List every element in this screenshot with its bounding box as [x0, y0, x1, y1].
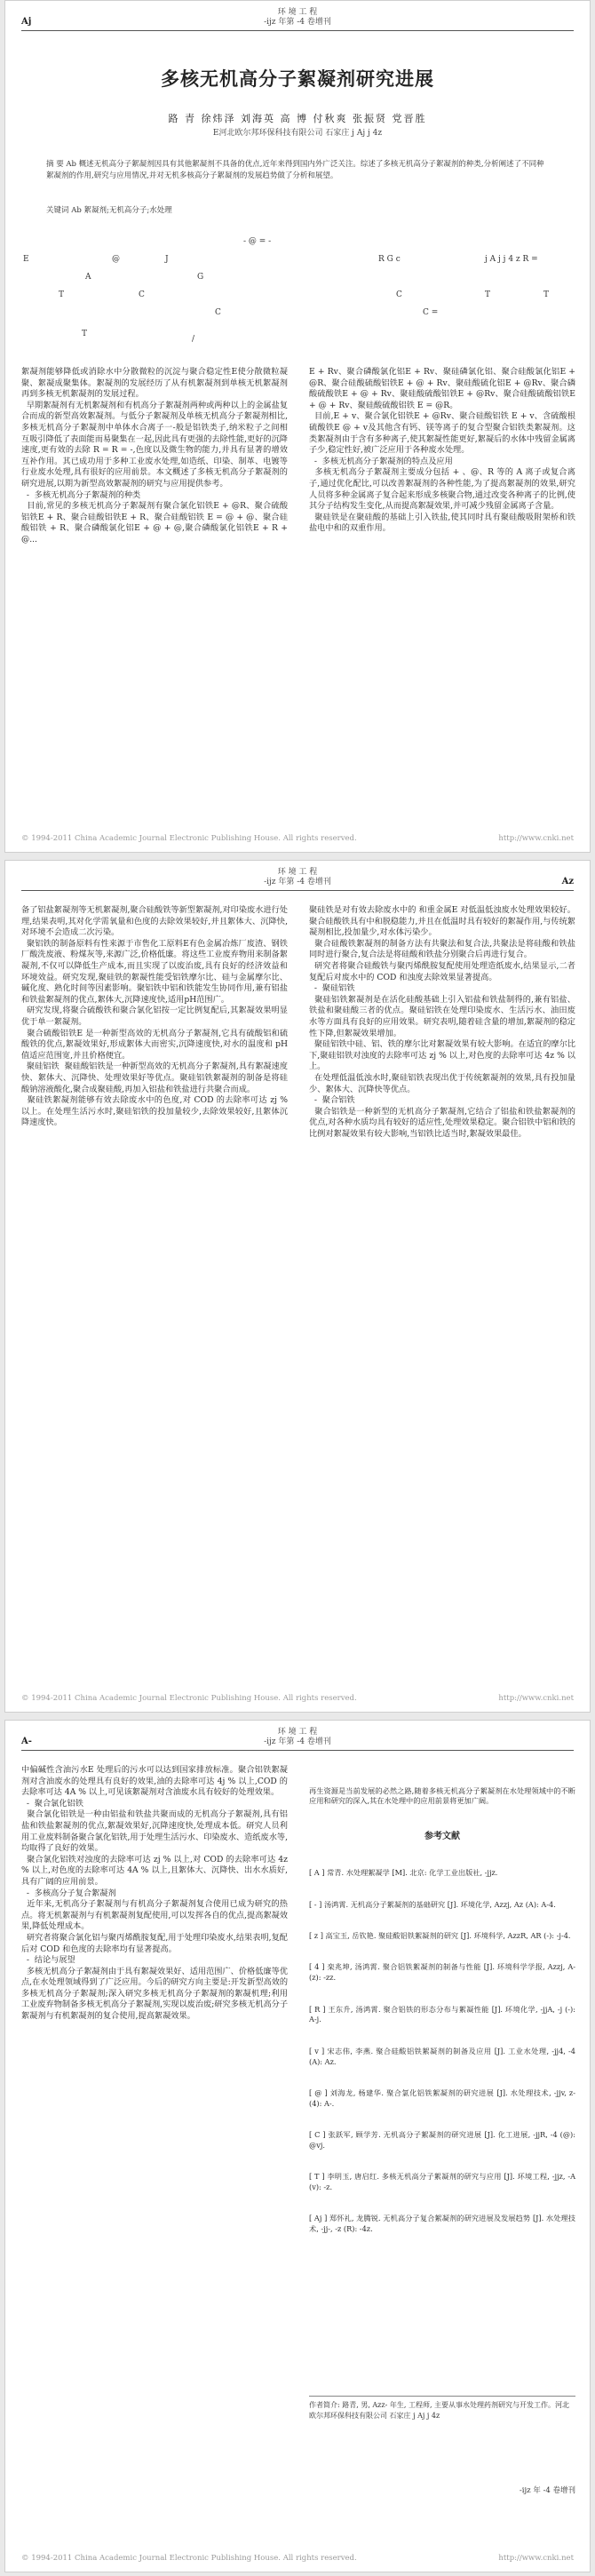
reference-item: [ z ] 高宝玉, 岳钦艳. 聚硅酸铝铁絮凝剂的研究 [J]. 环境科学, AzzR, AR (-): -j-4. [309, 1930, 571, 1940]
copyright-notice: © 1994-2011 China Academic Journal Electronic Publishing House. All rights reserved. [21, 1694, 357, 1703]
header-rule [21, 1750, 574, 1751]
ocr-noise: T [59, 290, 65, 299]
journal-name: 环 境 工 程 [277, 1728, 318, 1737]
journal-name: 环 境 工 程 [277, 8, 318, 17]
ocr-noise: C [139, 290, 145, 299]
ocr-noise: C = [423, 308, 439, 317]
ocr-noise: T [485, 290, 491, 299]
page-3 [4, 1720, 591, 2572]
reference-item: [ @ ] 刘海龙, 杨建华. 聚合氯化铝铁絮凝剂的研究进展 [J]. 水处理技术, -jjv, z- (4): A-. [309, 2087, 578, 2108]
header-rule [21, 30, 574, 31]
body-column-left: 中偏碱性含油污水E 处理后的污水可以达到国家排放标准。聚合铝铁絮凝剂对含油废水的处理具有良好的效果,油的去除率可达 4j % 以上,COD 的去除率可达 4A % 以上,可见该絮凝剂对含油废水具有较好的处理效果。 - 聚合氯化铝铁 聚合氯化铝铁是一种由铝盐和铁盐共聚而成的无机高分子絮凝剂,具有铝盐和铁盐絮凝剂的优点,絮凝效果好,沉降速度快,处理成本低。研究人员利用工业废料制备聚合氯化铝铁,用于处理生活污水、印染废水、造纸废水等,均取得了良好的效果。 聚合氯化铝铁对浊度的去除率可达 zj % 以上,对 COD 的去除率可达 4z % 以上,对色度的去除率可达 4A % 以上,且絮体大、沉降快、出水水质好,具有广阔的应用前景。 - 多核高分子复合絮凝剂 近年来,无机高分子絮凝剂与有机高分子絮凝剂复合使用已成为研究的热点。将无机絮凝剂与有机絮凝剂复配使用,可以发挥各自的优点,提高絮凝效果,降低处理成本。 研究者将聚合氯化铝与聚丙烯酰胺复配,用于处理印染废水,结果表明,复配后对 COD 和色度的去除率均有显著提高。 - 结论与展望 多核无机高分子絮凝剂由于具有絮凝效果好、适用范围广、价格低廉等优点,在水处理领域得到了广泛应用。今后的研究方向主要是:开发新型高效的多核无机高分子絮凝剂;深入研究多核无机高分子絮凝剂的絮凝机理;利用工业废弃物制备多核无机高分子絮凝剂,实现以废治废;研究多核无机高分子絮凝剂与有机絮凝剂的复合使用,提高絮凝效果。 [21, 1765, 289, 2022]
page-number: Aj [21, 17, 32, 27]
ocr-noise: / [192, 335, 195, 344]
journal-header [5, 1728, 590, 1747]
ocr-noise: @ [112, 255, 120, 264]
page-footer [5, 2554, 590, 2563]
ocr-noise: A [85, 273, 91, 282]
page-number: A- [21, 1737, 32, 1746]
ocr-noise: G [197, 273, 204, 282]
abstract: 摘 要 Ab 概述无机高分子絮凝剂因具有其他絮凝剂不具备的优点,近年来得到国内外广泛关注。综述了多核无机高分子絮凝剂的种类,分析阐述了不同种絮凝剂的作用,研究与应用情况,并对无机多核高分子絮凝剂的发展趋势做了分析和展望。 [46, 160, 544, 180]
reference-item: [ 4 ] 栾兆坤, 汤鸿霄. 聚合铝铁絮凝剂的制备与性能 [J]. 环境科学学报, Azzj, A- (z): -zz. [309, 1962, 578, 1983]
ocr-noise: T [543, 290, 550, 299]
site-link[interactable]: http://www.cnki.net [498, 2554, 574, 2563]
author-list: 路 青 徐炜泽 刘海英 高 博 付秋爽 张振贤 党晋胜 [168, 113, 427, 124]
ocr-noise: j A j j 4 z R = [485, 255, 538, 264]
ocr-noise: J [165, 255, 169, 264]
journal-issue: -ijz 年第 -4 卷增刊 [264, 878, 331, 886]
end-mark: -ijz 年 -4 卷增刊 [519, 2486, 575, 2495]
reference-item: [ v ] 宋志伟, 李燕. 聚合硅酸铝铁絮凝剂的制备及应用 [J]. 工业水处理, -jj4, -4 (A): Az. [309, 2046, 578, 2066]
copyright-notice: © 1994-2011 China Academic Journal Electronic Publishing House. All rights reserved. [21, 2554, 357, 2563]
site-link[interactable]: http://www.cnki.net [498, 1694, 574, 1703]
page-footer [5, 1694, 590, 1703]
site-link[interactable]: http://www.cnki.net [498, 834, 574, 843]
body-column-left: 絮凝剂能够降低或消除水中分散微粒的沉淀与聚合稳定性E使分散微粒凝聚、絮凝成聚集体。絮凝剂的发展经历了从有机絮凝剂到单核无机絮凝剂再到多核无机絮凝剂的发展过程。 早期絮凝剂有无机絮凝剂和有机高分子絮凝剂两种或两种以上的金属盐复合而成的新型高效絮凝剂。与低分子絮凝剂及单核无机高分子絮凝剂相比,多核无机高分子絮凝剂中单体水合离子一-般是铝铁类子,纳米粒子之间相互吸引降低了表面能而易聚集在一起,因此具有更强的去除性能,更好的沉降速度,更有效的去除 R = R = -,色度以及微生物的能力,并具有显著的增效互补作用。其已成功用于多种工业废水处理,如造纸、印染、制革、电镀等行业废水处理,具有很好的应用前景。本文概述了多核无机高分子絮凝剂的研究进展,以期为新型高效絮凝剂的研究与应用提供参考。 - 多核无机高分子絮凝剂的种类 目前,常见的多核无机高分子絮凝剂有聚合氯化铝铁E + @R、聚合硫酸铝铁E + R、聚合硅酸铝铁E + R、聚合硅酸铝铁 E = @ + @、聚合硅酸铝铁 + R、聚合磷酸氯化铝E + @ + @,聚合磷酸氯化铝铁E + R + @... [21, 367, 289, 545]
reference-item: [ T ] 李明玉, 唐启红. 多核无机高分子絮凝剂的研究与应用 [J]. 环境工程, -jjz, -A (v): -z. [309, 2172, 578, 2192]
article-title: 多核无机高分子絮凝剂研究进展 [161, 68, 434, 90]
journal-issue: -ijz 年第 -4 卷增刊 [264, 18, 331, 27]
references-title: 参考文献 [424, 1831, 460, 1841]
body-column-left: 备了铝盐絮凝剂等无机絮凝剂,聚合硅酸铁等新型絮凝剂,对印染废水进行处理,结果表明,其对化学需氧量和色度的去除效果较好,并且絮体大、沉降快,对环境不会造成二次污染。 聚铝铁的制备原料有性来源于市售化工原料E有色金属冶炼厂废渣、钢铁厂酸洗废液、粉煤灰等,来源广泛,价格低廉。将这些工业废弃物用来制备絮凝剂,不仅可以降低生产成本,而且实现了以废治废,具有良好的经济效益和环境效益。研究发现,聚硅铁的絮凝性能受铝铁摩尔比、硅与金属摩尔比、碱化度、熟化时间等因素影响。聚铝铁中铝和铁能发生协同作用,兼有铝盐和铁盐絮凝剂的优点,絮体大,沉降速度快,适用pH范围广。 研究发现,将聚合硫酸铁和聚合氯化铝按一定比例复配后,其絮凝效果明显优于单一絮凝剂。 聚合硫酸铝铁E 是一种新型高效的无机高分子絮凝剂,它具有硫酸铝和硫酸铁的优点,絮凝效果好,形成絮体大而密实,沉降速度快,对水的温度和 pH 值适应范围宽,并且价格便宜。 聚硅铝铁 聚硅酸铝铁是一种新型高效的无机高分子絮凝剂,具有絮凝速度快、絮体大、沉降快、处理效果好等优点。聚硅铝铁絮凝剂的制备是将硅酸钠溶液酸化,聚合成聚硅酸,再加入铝盐和铁盐进行共聚合而成。 聚硅铁絮凝剂能够有效去除废水中的色度,对 COD 的去除率可达 zj % 以上。在处理生活污水时,聚硅铝铁的投加量较少,去除效果较好,且絮体沉降速度快。 [21, 905, 289, 1128]
ocr-noise: C [215, 308, 221, 317]
ocr-noise: E [23, 255, 29, 264]
ocr-noise: C [396, 290, 402, 299]
page-footer [5, 834, 590, 843]
ocr-noise: R G c [378, 255, 401, 264]
keywords: 关键词 Ab 絮凝剂;无机高分子;水处理 [46, 206, 172, 215]
body-column-right: E + Rv、聚合磷酸氯化铝E + Rv、聚硅磷氯化铝、聚合硅酸氯化铝E + @R、聚合硅酸硫酸铝铁E + @ + Rv、聚硅酸硫化铝E + @Rv、聚合磷酸硫酸铁E + @ + Rv、聚硅酸硫酸铝铁E + @Rv、聚合硅酸硫酸铝铁E + @ + Rv、聚硅酸硫酸铝铁 E = @R。 目前,E + v、聚合氯化铝铁E + @Rv、聚合硅酸铝铁 E + v、含硫酸根硫酸铁E @ + v及其他含有钙、镁等离子的复合型聚合铝铁类絮凝剂。这类絮凝剂由于含有多种离子,使其絮凝性能更好,絮凝后的水体中残留金属离子少,稳定性好,被广泛应用于各种废水处理。 - 多核无机高分子絮凝剂的特点及应用 多核无机高分子絮凝剂主要成分包括 + 、@、R 等的 A 离子或复合离子,通过优化配比,可以改善絮凝剂的各种性能,为了提高絮凝剂的效果,研究人员将多种金属离子复合起来形成多核聚合物,通过改变各种离子的比例,使其分子结构发生变化,从而提高絮凝效果,并可减少残留金属离子含量。 聚硅铁是在聚硅酸的基础上引入铁盐,使其同时具有聚硅酸吸附架桥和铁盐电中和的双重作用。 [309, 367, 575, 534]
page-number: Az [561, 877, 574, 886]
ocr-noise: T [82, 330, 88, 338]
references-column [309, 1765, 578, 2256]
page-2 [4, 860, 591, 1713]
journal-header [5, 868, 590, 887]
journal-header [5, 8, 590, 28]
author-note: 作者简介: 路青, 男, Azz- 年生, 工程师, 主要从事水处理药剂研究与开发工作。河北欧尔邦环保科技有限公司 石家庄 j Aj j 4z [309, 2396, 575, 2421]
affiliation: E河北欧尔邦环保科技有限公司 石家庄 j Aj j 4z [212, 129, 383, 138]
reference-item: [ A ] 常青. 水处理絮凝学 [M]. 北京: 化学工业出版社, -jjz. [309, 1868, 498, 1878]
journal-issue: -ijz 年第 -4 卷增刊 [264, 1737, 331, 1746]
body-column-right: 聚硅铁是对有效去除废水中的 和重金属E 对低温低浊废水处理效果较好。聚合硅酸铁具有中和脱稳能力,并且在低温时具有较好的絮凝作用,与传统絮凝剂相比,投加量少,对水体污染少。 聚合硅酸铁絮凝剂的制备方法有共聚法和复合法,共聚法是将硅酸和铁盐同时进行聚合,复合法是将硅酸和铁盐分别聚合后再进行复合。 研究者将聚合硅酸铁与聚丙烯酰胺复配使用处理造纸废水,结果显示,二者复配后对废水中的 COD 和浊度去除效果显著提高。 - 聚硅铝铁 聚硅铝铁絮凝剂是在活化硅酸基础上引入铝盐和铁盐制得的,兼有铝盐、铁盐和聚硅酸三者的优点。聚硅铝铁在处理印染废水、生活污水、油田废水等方面具有良好的应用效果。研究表明,随着硅含量的增加,絮凝剂的稳定性下降,但絮凝效果增加。 聚硅铝铁中硅、铝、铁的摩尔比对絮凝效果有较大影响。在适宜的摩尔比下,聚硅铝铁对浊度的去除率可达 zj % 以上,对色度的去除率可达 4z % 以上。 在处理低温低浊水时,聚硅铝铁表现出优于传统絮凝剂的效果,具有投加量少、絮体大、沉降快等优点。 - 聚合铝铁 聚合铝铁是一种新型的无机高分子絮凝剂,它结合了铝盐和铁盐絮凝剂的优点,对各种水质均具有较好的适应性,处理效果稳定。聚合铝铁中铝和铁的比例对絮凝效果有较大影响,当铝铁比适当时,絮凝效果最佳。 [309, 905, 576, 1139]
conclusion-text: 再生资源是当前发展的必然之路,随着多核无机高分子絮凝剂在水处理领域中的不断应用和研究的深入,其在水处理中的应用前景将更加广阔。 [309, 1785, 575, 1806]
ocr-noise: - @ = - [243, 237, 272, 246]
reference-item: [ Aj ] 郑怀礼, 龙腾锐. 无机高分子复合絮凝剂的研究进展及发展趋势 [J]. 水处理技术, -jj-, -z (R): -4z. [309, 2214, 575, 2234]
reference-item: [ C ] 张跃军, 顾学芳. 无机高分子絮凝剂的研究进展 [J]. 化工进展, -jjR, -4 (@): @vj. [309, 2130, 578, 2150]
header-rule [21, 890, 574, 891]
journal-name: 环 境 工 程 [277, 868, 318, 877]
reference-item: [ - ] 汤鸿霄. 无机高分子絮凝剂的基础研究 [J]. 环境化学, Azzj, Az (A): A-4. [309, 1899, 556, 1909]
reference-item: [ R ] 王东升, 汤鸿霄. 聚合铝铁的形态分布与絮凝性能 [J]. 环境化学, -jjA, -j (-): A-j. [309, 2004, 578, 2024]
copyright-notice: © 1994-2011 China Academic Journal Electronic Publishing House. All rights reserved. [21, 834, 357, 843]
page-1 [4, 0, 591, 853]
